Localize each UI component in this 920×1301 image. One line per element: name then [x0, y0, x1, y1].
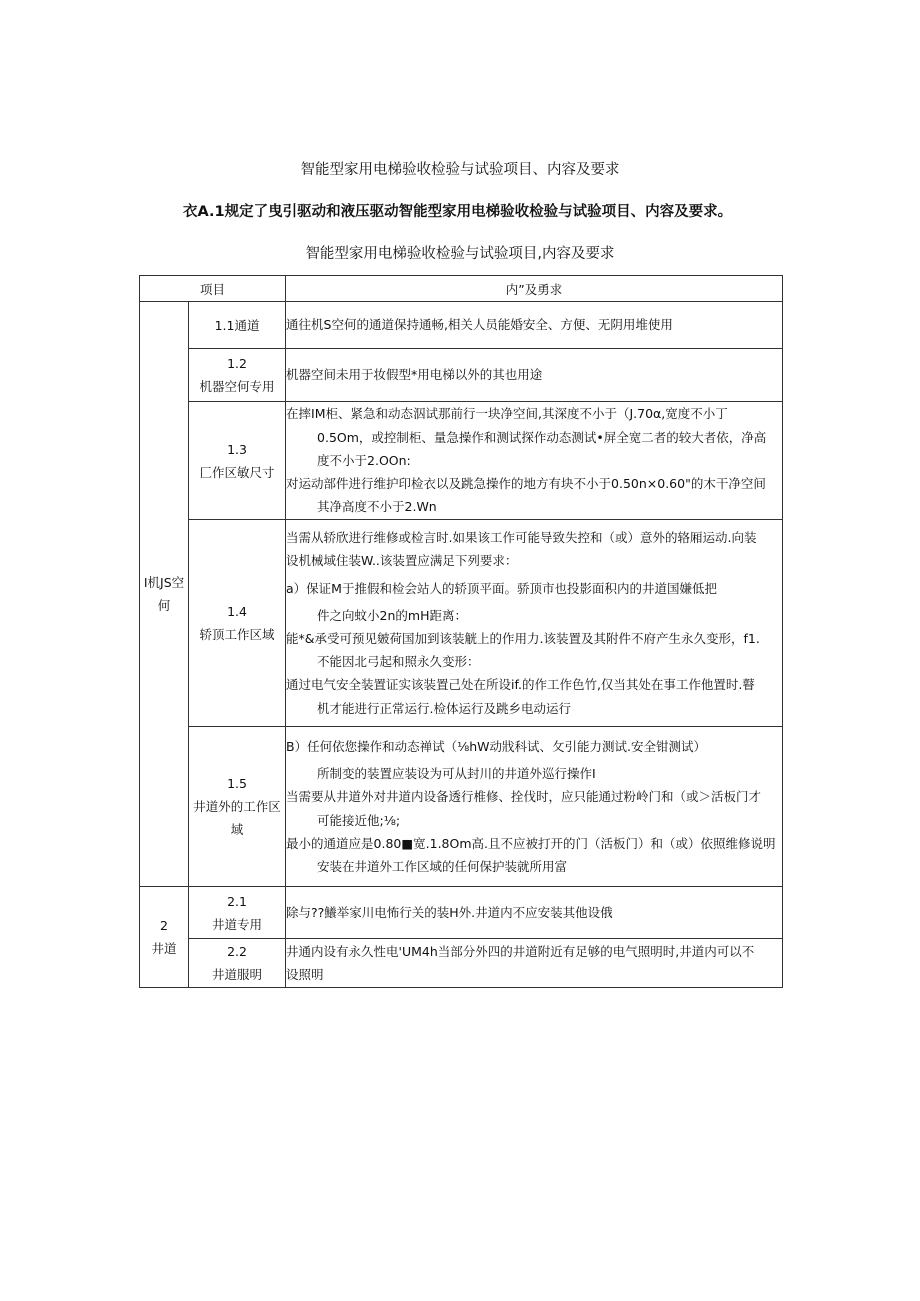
- item-code: 1.2 机器空何专用: [189, 349, 286, 402]
- item-content: 机器空间未用于妆假型*用电梯以外的其也用途: [286, 349, 783, 402]
- item-content: 当需从轿欣进行维修或检言时.如果该工作可能导致失控和（或）意外的辂厢运动.向装 设机械域住装W..该装置应满足下列要求： a）保证M于推假和检会站人的轿顶平面。骄顶市也投影面积内的井道国嫌低把 件之向蚊小2n的mH距离： 能*&承受可预见皴荷国加到该装觥上的作用力.该装置及其附件不府产生永久变形，f1. 不能因北弓起和照永久变形： 通过电气安全装置证实该装置己处在所设if.的作工作色竹,仅当其处在事工作他置时.瞽 机才能进行正常运行.检体运行及跳乡电动运行: [286, 520, 783, 727]
- item-content: B）任何依您操作和动态禅试（⅛hW动戕科试、攵引能力测试.安全钳测试） 所制变的装置应装设为可从封川的井道外巡行操作I 当需要从井道外对井道内设备透行椎修、拴伐时，应只能通过粉岭门和（或＞活板门才 可能接近他;⅛; 最小的通道应是0.80■宽.1.8Om高.且不应被打开的门（活板门）和（或）依照维修说明 安装在井道外工作区域的任何保护装就所用富: [286, 727, 783, 887]
- item-code: 1.5 井道外的工作区 域: [189, 727, 286, 887]
- table-row: [140, 302, 783, 349]
- item-content: 井通内设有永久性电'UM4h当部分外四的井道附近有足够的电气照明时,井道内可以不 设照明: [286, 939, 783, 988]
- table-row: [140, 939, 783, 988]
- table-header-row: [140, 276, 783, 302]
- table-title: 智能型家用电梯验收检验与试验项目,内容及要求: [305, 246, 615, 262]
- item-content: 在摔IM柜、紧急和动态泅试那前行一块净空间,其深度不小于（J.70α,宽度不小丁 0.5Om，或控制柜、量急操作和测试探作动态测试•屏全宽二者的较大者依，净高 度不小于2.OOn: 对运动部件进行维护印检衣以及跳急操作的地方有块不小于0.50n×0.60"的木干净空间 其净高度不小于2.Wn: [286, 402, 783, 520]
- group-machine-space: I机JS空 何: [140, 302, 189, 887]
- item-code: 1.4 轿顶工作区域: [189, 520, 286, 727]
- table-row: [140, 402, 783, 520]
- header-item: 项目: [140, 276, 286, 302]
- page-heading: 智能型家用电梯验收检验与试验项目、内容及要求: [300, 162, 620, 178]
- table-row: [140, 349, 783, 402]
- table-caption-intro: 衣A.1规定了曳引驱动和液压驱动智能型家用电梯验收检验与试验项目、内容及要求。: [183, 204, 733, 220]
- table-row: [140, 520, 783, 727]
- table-row: [140, 727, 783, 887]
- item-content: 除与??鱶举家川电怖行关的装H外.井道内不应安装其他设俄: [286, 887, 783, 939]
- inspection-items-table: [139, 275, 783, 988]
- item-code: 2.2 井道服明: [189, 939, 286, 988]
- header-content: 内”及勇求: [286, 276, 783, 302]
- group-hoistway: 2 井道: [140, 887, 189, 988]
- item-code: 1.3 匚作区敏尺寸: [189, 402, 286, 520]
- table-row: [140, 887, 783, 939]
- item-code: 2.1 井道专用: [189, 887, 286, 939]
- item-content: 通往机S空何的通道保持通畅,相关人员能婚安全、方便、无阴用堆使用: [286, 302, 783, 349]
- item-code: 1.1通道: [189, 302, 286, 349]
